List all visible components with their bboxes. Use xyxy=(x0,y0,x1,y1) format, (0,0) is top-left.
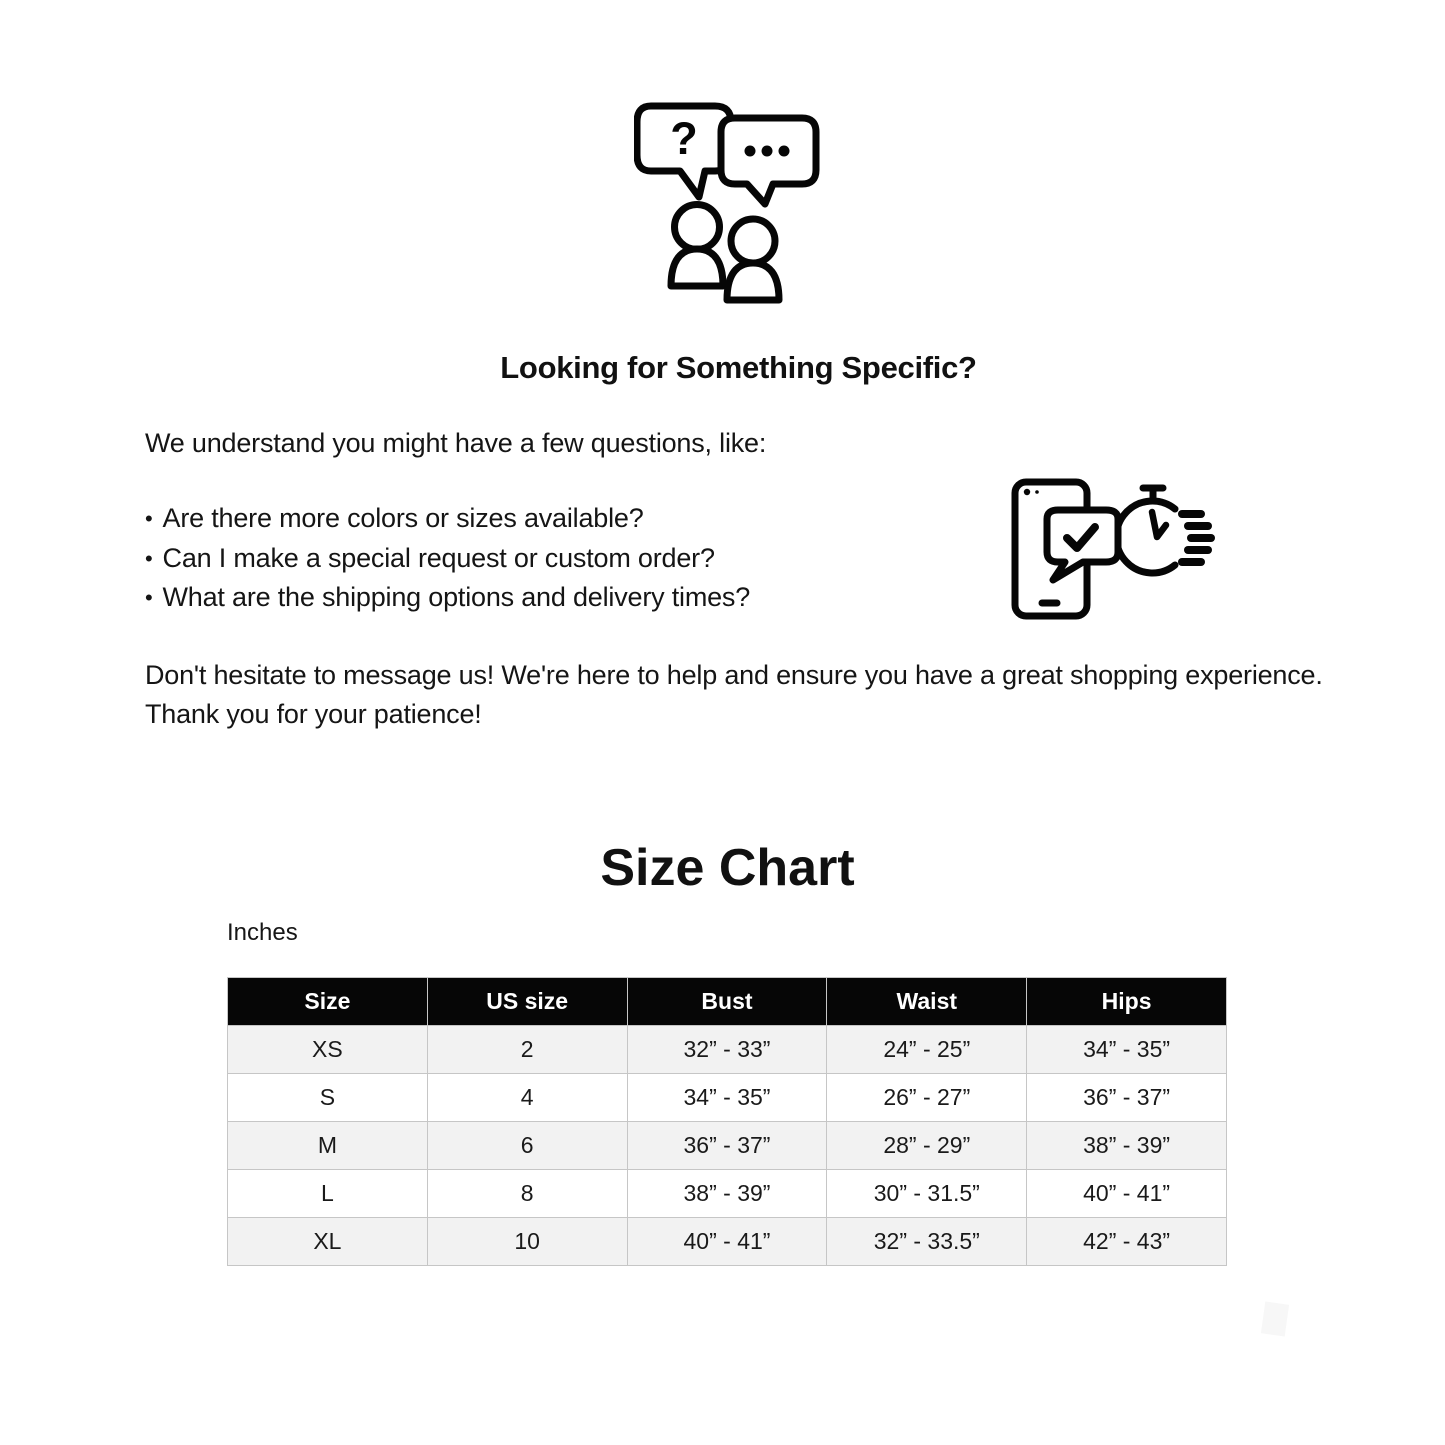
table-header-row xyxy=(228,978,1227,1026)
size-chart-table xyxy=(227,977,1227,1266)
cell-waist: 32” - 33.5” xyxy=(827,1218,1027,1266)
person-head-icon xyxy=(675,205,720,250)
column-header-hips: Hips xyxy=(1027,978,1227,1026)
stopwatch-dial-icon xyxy=(1116,501,1175,573)
column-header-bust: Bust xyxy=(627,978,827,1026)
size-chart-title: Size Chart xyxy=(600,839,855,897)
ellipsis-dot-icon xyxy=(762,146,773,157)
ellipsis-dot-icon xyxy=(745,146,756,157)
cell-bust: 36” - 37” xyxy=(627,1122,827,1170)
cell-hips: 40” - 41” xyxy=(1027,1170,1227,1218)
intro-text: We understand you might have a few questions, like: xyxy=(145,428,767,458)
cell-hips: 34” - 35” xyxy=(1027,1026,1227,1074)
bullet-dot: • xyxy=(145,585,153,610)
quick-reply-phone-stopwatch-icon xyxy=(1007,472,1219,624)
units-label: Inches xyxy=(227,919,298,946)
table-row-xl xyxy=(228,1218,1227,1266)
bullet-dot: • xyxy=(145,545,153,571)
bullet-dot: • xyxy=(145,506,153,531)
table-row-xs xyxy=(228,1026,1227,1074)
cell-bust: 40” - 41” xyxy=(627,1218,827,1266)
cell-us-size: 10 xyxy=(427,1218,627,1266)
reply-bubble-icon xyxy=(721,118,816,204)
bullet-text: What are the shipping options and delivery times? xyxy=(162,582,751,612)
cell-waist: 24” - 25” xyxy=(827,1026,1027,1074)
question-bullet-list xyxy=(145,499,750,618)
bullet-item xyxy=(145,578,750,618)
cell-size: M xyxy=(228,1122,428,1170)
phone-camera-dot-icon xyxy=(1035,490,1039,494)
chat-people-icon xyxy=(634,102,820,304)
cell-waist: 30” - 31.5” xyxy=(827,1170,1027,1218)
cell-waist: 26” - 27” xyxy=(827,1074,1027,1122)
watermark xyxy=(1261,1301,1289,1336)
cell-hips: 42” - 43” xyxy=(1027,1218,1227,1266)
column-header-us-size: US size xyxy=(427,978,627,1026)
cell-us-size: 6 xyxy=(427,1122,627,1170)
column-header-size: Size xyxy=(228,978,428,1026)
table-row-s xyxy=(228,1074,1227,1122)
question-mark-glyph: ? xyxy=(670,113,698,164)
cell-size: S xyxy=(228,1074,428,1122)
cell-bust: 34” - 35” xyxy=(627,1074,827,1122)
cell-us-size: 2 xyxy=(427,1026,627,1074)
cell-size: L xyxy=(228,1170,428,1218)
cell-bust: 38” - 39” xyxy=(627,1170,827,1218)
bullet-text: Are there more colors or sizes available? xyxy=(162,503,644,533)
stopwatch-hands-icon xyxy=(1152,512,1166,537)
table-row-m xyxy=(228,1122,1227,1170)
ellipsis-dot-icon xyxy=(779,146,790,157)
cell-waist: 28” - 29” xyxy=(827,1122,1027,1170)
cell-hips: 38” - 39” xyxy=(1027,1122,1227,1170)
person-body-icon xyxy=(671,249,723,286)
phone-camera-dot-icon xyxy=(1024,489,1030,495)
bullet-text: Can I make a special request or custom order? xyxy=(162,542,715,573)
cell-us-size: 8 xyxy=(427,1170,627,1218)
cell-size: XL xyxy=(228,1218,428,1266)
cell-bust: 32” - 33” xyxy=(627,1026,827,1074)
person-body-icon xyxy=(727,263,779,300)
cell-hips: 36” - 37” xyxy=(1027,1074,1227,1122)
cell-us-size: 4 xyxy=(427,1074,627,1122)
page-heading: Looking for Something Specific? xyxy=(500,350,977,385)
closing-text: Don't hesitate to message us! We're here to help and ensure you have a great shopping experience. Thank you for your patience! xyxy=(145,660,1323,729)
cell-size: XS xyxy=(228,1026,428,1074)
table-row-l xyxy=(228,1170,1227,1218)
person-head-icon xyxy=(731,219,775,263)
column-header-waist: Waist xyxy=(827,978,1027,1026)
bullet-item xyxy=(145,499,750,539)
bullet-item xyxy=(145,539,750,579)
